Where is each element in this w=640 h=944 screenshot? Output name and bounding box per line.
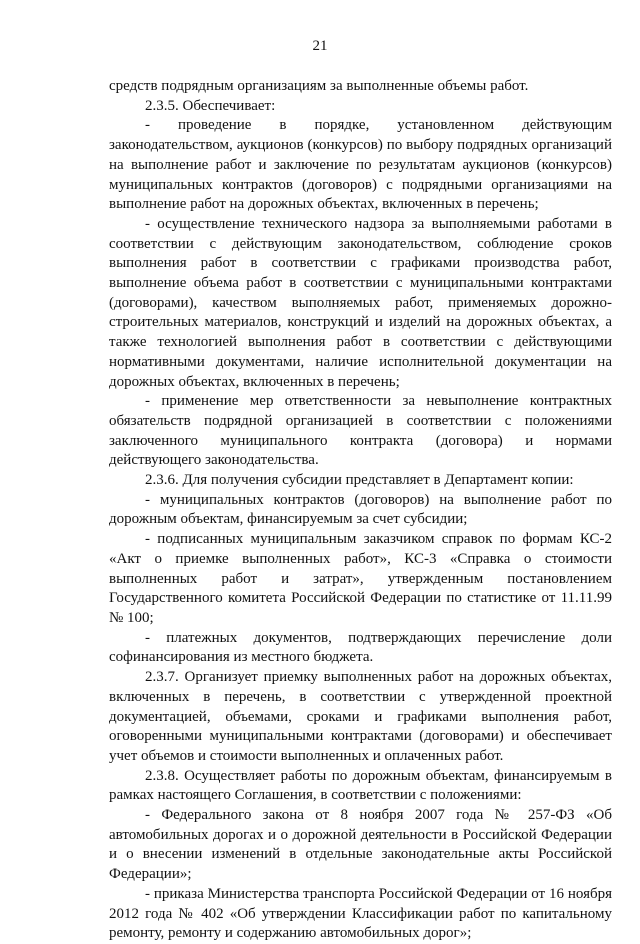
paragraph: 2.3.5. Обеспечивает: xyxy=(145,97,276,114)
paragraph: - приказа Министерства транспорта Российской Федерации от 16 ноября 2012 года № 402 «Об утверждении Классификации работ по капитальному ремонту, ремонту и содержанию автомобильных дорог»; xyxy=(109,885,612,942)
paragraph: - муниципальных контрактов (договоров) на выполнение работ по дорожным объектам, финансируемым за счет субсидии; xyxy=(109,491,612,528)
document-body xyxy=(109,77,612,944)
paragraph: - осуществление технического надзора за выполняемыми работами в соответствии с действующим законодательством, соблюдение сроков выполнения работ в соответствии с графиками производства работ, выполнение объема работ в соответствии с муниципальными контрактами (договорами), качеством выполняемых работ, применяемых дорожно-строительных материалов, конструкций и изделий на дорожных объектах, а также технологией выполнения работ в соответствии с действующими нормативными документами, наличие исполнительной документации на дорожных объектах, включенных в перечень; xyxy=(109,215,612,390)
paragraph: - платежных документов, подтверждающих перечисление доли софинансирования из местного бюджета. xyxy=(109,629,612,666)
paragraph: - применение мер ответственности за невыполнение контрактных обязательств подрядной организацией в соответствии с положениями заключенного муниципального контракта (договора) и нормами действующего законодательства. xyxy=(109,393,612,469)
page-number: 21 xyxy=(312,38,328,54)
paragraph: - Федерального закона от 8 ноября 2007 года № 257-ФЗ «Об автомобильных дорогах и о дорожной деятельности в Российской Федерации и о внесении изменений в отдельные законодательные акты Российской Федерации»; xyxy=(109,807,612,883)
paragraph: 2.3.7. Организует приемку выполненных работ на дорожных объектах, включенных в перечень, в соответствии с утвержденной проектной документацией, объемами, сроками и графиками выполнения работ, оговоренными муниципальными контрактами (договорами) и обеспечивает учет объемов и стоимости выполненных и оплаченных работ. xyxy=(109,669,612,764)
paragraph: 2.3.6. Для получения субсидии представляет в Департамент копии: xyxy=(145,472,574,489)
paragraph: средств подрядным организациям за выполненные объемы работ. xyxy=(109,78,529,94)
paragraph: - подписанных муниципальным заказчиком справок по формам КС-2 «Акт о приемке выполненных работ», КС-3 «Справка о стоимости выполненных работ и затрат», утвержденным постановлением Государственного комитета Российской Федерации по статистике от 11.11.99 № 100; xyxy=(109,531,612,626)
paragraph: 2.3.8. Осуществляет работы по дорожным объектам, финансируемым в рамках настоящего Соглашения, в соответствии с положениями: xyxy=(109,767,612,804)
paragraph: - проведение в порядке, установленном действующим законодательством, аукционов (конкурсов) по выбору подрядных организаций на выполнение работ и заключение по результатам аукционов (конкурсов) муниципальных контрактов (договоров) с подрядными организациями на выполнение работ на дорожных объектах, включенных в перечень; xyxy=(109,117,612,213)
